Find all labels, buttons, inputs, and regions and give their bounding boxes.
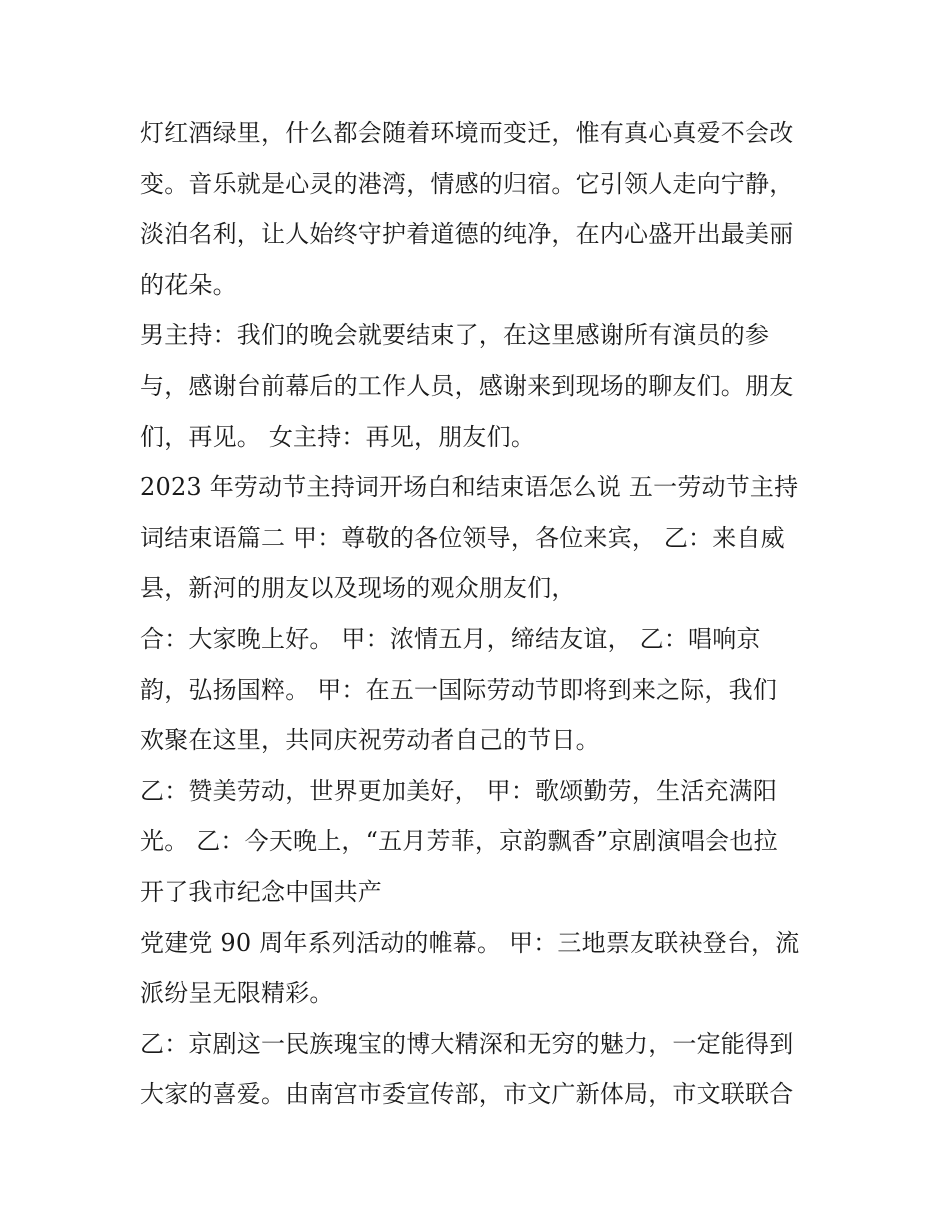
text-line: 乙：赞美劳动，世界更加美好， 甲：歌颂勤劳，生活充满阳 xyxy=(140,776,778,805)
text-line: 大家的喜爱。由南宫市委宣传部，市文广新体局，市文联联合 xyxy=(140,1080,794,1109)
text-line: 们，再见。 女主持：再见，朋友们。 xyxy=(140,422,536,451)
text-line: 的花朵。 xyxy=(140,270,237,299)
document-body xyxy=(140,108,820,1120)
text-line: 淡泊名利，让人始终守护着道德的纯净，在内心盛开出最美丽 xyxy=(140,220,794,249)
text-line: 乙：京剧这一民族瑰宝的博大精深和无穷的魅力，一定能得到 xyxy=(140,1029,794,1058)
text-line: 派纷呈无限精彩。 xyxy=(140,979,334,1008)
text-line: 与，感谢台前幕后的工作人员，感谢来到现场的聊友们。朋友 xyxy=(140,371,794,400)
text-line: 男主持：我们的晚会就要结束了，在这里感谢所有演员的参 xyxy=(140,321,770,350)
text-line: 光。 乙：今天晚上，“五月芳菲，京韵飘香”京剧演唱会也拉 xyxy=(140,827,778,856)
text-line: 合：大家晚上好。 甲：浓情五月，缔结友谊， 乙：唱响京 xyxy=(140,624,761,653)
text-line: 词结束语篇二 甲：尊敬的各位领导，各位来宾， 乙：来自威 xyxy=(140,523,785,552)
text-line: 2023 年劳动节主持词开场白和结束语怎么说 五一劳动节主持 xyxy=(140,473,799,502)
text-line: 变。音乐就是心灵的港湾，情感的归宿。它引领人走向宁静， xyxy=(140,169,794,198)
text-line: 党建党 90 周年系列活动的帷幕。 甲：三地票友联袂登台，流 xyxy=(140,928,800,957)
text-line: 县，新河的朋友以及现场的观众朋友们， xyxy=(140,574,576,603)
text-line: 灯红酒绿里，什么都会随着环境而变迁，惟有真心真爱不会改 xyxy=(140,119,794,147)
text-line: 开了我市纪念中国共产 xyxy=(140,877,382,906)
text-line: 韵，弘扬国粹。 甲：在五一国际劳动节即将到来之际，我们 xyxy=(140,675,778,704)
text-line: 欢聚在这里，共同庆祝劳动者自己的节日。 xyxy=(140,726,600,755)
